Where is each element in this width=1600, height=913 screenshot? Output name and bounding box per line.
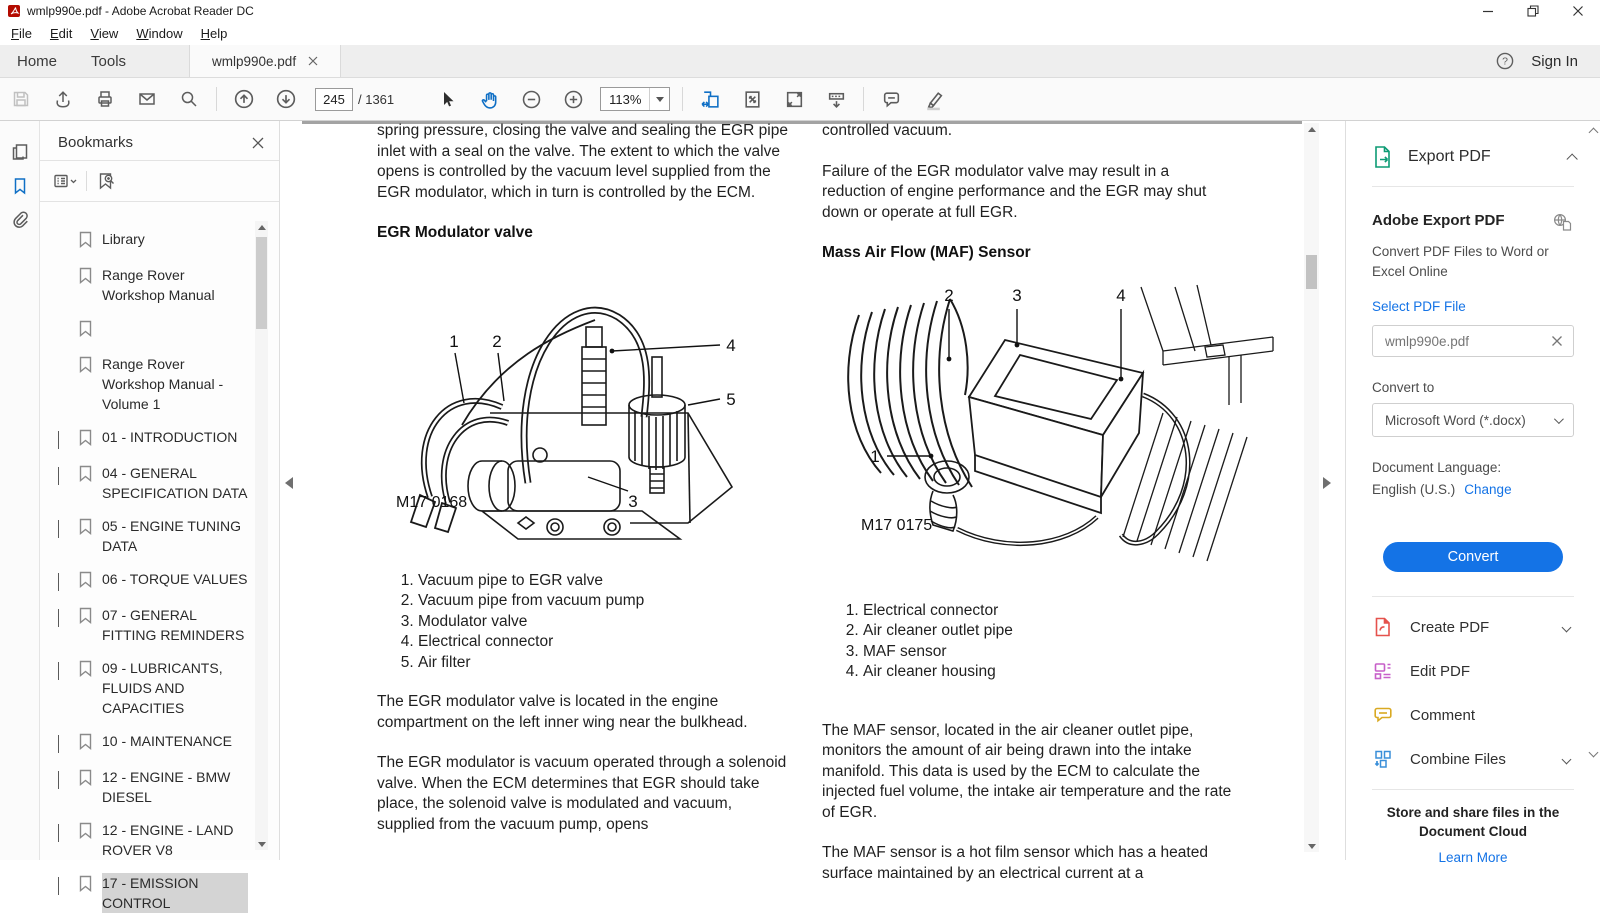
- bookmark-expand-icon[interactable]: [58, 731, 78, 754]
- legend-item: 2. Air cleaner outlet pipe: [863, 621, 1236, 642]
- zoom-level-value: 113%: [609, 91, 642, 107]
- minimize-button[interactable]: [1465, 0, 1510, 22]
- chevron-down-icon[interactable]: [1562, 754, 1572, 764]
- fit-width-icon[interactable]: [693, 83, 727, 115]
- tab-document[interactable]: [189, 45, 341, 77]
- find-current-bookmark-icon[interactable]: [95, 170, 117, 192]
- bookmark-expand-icon[interactable]: [58, 873, 78, 913]
- egr-modulator-valve-diagram: [390, 265, 760, 545]
- sign-in-button[interactable]: Sign In: [1531, 52, 1578, 70]
- window-title: wmlp990e.pdf - Adobe Acrobat Reader DC: [27, 4, 254, 18]
- bookmark-item[interactable]: Library: [58, 229, 280, 252]
- document-language-value: English (U.S.): [1372, 482, 1456, 497]
- page-thumbnails-icon[interactable]: [0, 135, 40, 169]
- bookmark-icon: [78, 605, 102, 645]
- zoom-in-icon[interactable]: [556, 83, 590, 115]
- bookmark-item[interactable]: Range Rover Workshop Manual - Volume 1: [58, 354, 280, 414]
- left-nav-strip: [0, 121, 40, 860]
- bookmark-item[interactable]: 17 - EMISSION CONTROL: [58, 873, 280, 913]
- legend-item: 3. MAF sensor: [863, 642, 1236, 663]
- scroll-up-icon[interactable]: [255, 221, 268, 233]
- bookmark-item[interactable]: 10 - MAINTENANCE: [58, 731, 280, 754]
- bookmark-icon: [78, 318, 102, 341]
- bookmark-expand-icon[interactable]: [58, 516, 78, 556]
- bookmark-expand-icon[interactable]: [58, 605, 78, 645]
- menu-help[interactable]: Help: [200, 26, 228, 41]
- legend-item: 2. Vacuum pipe from vacuum pump: [418, 591, 789, 612]
- section-heading: Mass Air Flow (MAF) Sensor: [822, 244, 1031, 261]
- search-icon[interactable]: [172, 83, 206, 115]
- edit-pdf-icon: [1372, 660, 1394, 682]
- paragraph: spring pressure, closing the valve and sealing the EGR pipe inlet with a seal on the valve. The extent to which the valve opens is controlled by the vacuum level supplied from the EGR modulator, which in turn is controlled by the ECM.: [377, 122, 788, 201]
- bookmark-icon: [78, 229, 102, 252]
- main-toolbar: [0, 78, 1600, 121]
- convert-to-label: Convert to: [1372, 380, 1435, 395]
- selected-file-box[interactable]: [1372, 325, 1574, 357]
- document-language-label: Document Language:: [1372, 460, 1502, 475]
- bookmark-icon: [78, 265, 102, 305]
- scroll-down-icon[interactable]: [255, 838, 268, 850]
- collapse-left-panel-icon[interactable]: [285, 477, 293, 489]
- bookmark-item[interactable]: 04 - GENERAL SPECIFICATION DATA: [58, 463, 280, 503]
- combine-files-button[interactable]: Combine Files: [1372, 737, 1574, 781]
- bookmark-expand-icon[interactable]: [58, 820, 78, 860]
- restore-button[interactable]: [1510, 0, 1555, 22]
- adobe-export-pdf-title: Adobe Export PDF: [1372, 212, 1505, 229]
- callout-number: 2: [492, 331, 502, 351]
- bookmark-icon: [78, 658, 102, 718]
- bookmark-icon: [78, 427, 102, 450]
- scroll-up-icon[interactable]: [1304, 123, 1319, 135]
- bookmark-item[interactable]: 06 - TORQUE VALUES: [58, 569, 280, 592]
- tab-home[interactable]: Home: [17, 52, 58, 70]
- page-column-right: [822, 121, 1236, 904]
- bookmark-options-icon[interactable]: [52, 171, 78, 191]
- figure-egr-modulator: [390, 265, 789, 545]
- tab-bar: [0, 45, 1600, 78]
- svg-text:?: ?: [1502, 55, 1509, 68]
- bookmark-item[interactable]: [58, 318, 280, 341]
- maf-sensor-diagram: [845, 285, 1275, 575]
- paragraph: The MAF sensor is a hot film sensor which has a heated surface maintained by an electrical current at a: [822, 844, 1208, 882]
- paragraph: Failure of the EGR modulator valve may result in a reduction of engine performance and the EGR may shut down or operate at full EGR.: [822, 162, 1207, 221]
- comment-icon: [1372, 704, 1394, 726]
- remove-file-icon[interactable]: [1551, 335, 1563, 347]
- bookmark-item[interactable]: Range Rover Workshop Manual: [58, 265, 280, 305]
- callout-number: 5: [726, 389, 736, 409]
- tab-document-label: wmlp990e.pdf: [212, 53, 297, 69]
- collapse-section-icon[interactable]: [1566, 153, 1577, 164]
- export-description: Convert PDF Files to Word or Excel Online: [1372, 244, 1549, 279]
- legend-item: 5. Air filter: [418, 653, 789, 674]
- legend-item: 4. Electrical connector: [418, 632, 789, 653]
- fullscreen-icon[interactable]: [777, 83, 811, 115]
- bookmark-expand-icon[interactable]: [58, 427, 78, 450]
- page-number-input[interactable]: [315, 88, 353, 111]
- menu-window[interactable]: Window: [136, 26, 183, 41]
- callout-number: 4: [726, 335, 736, 355]
- bookmark-icon: [78, 516, 102, 556]
- figure-legend: [377, 571, 789, 674]
- callout-number: 1: [449, 331, 459, 351]
- bookmark-item[interactable]: 01 - INTRODUCTION: [58, 427, 280, 450]
- help-icon[interactable]: [1495, 51, 1515, 71]
- figure-label: M17 0168: [396, 493, 468, 511]
- convert-button[interactable]: Convert: [1383, 542, 1563, 572]
- bookmark-expand-icon[interactable]: [58, 658, 78, 718]
- export-pdf-header[interactable]: [1372, 145, 1574, 169]
- bookmark-item[interactable]: 09 - LUBRICANTS, FLUIDS AND CAPACITIES: [58, 658, 280, 718]
- menu-edit[interactable]: Edit: [49, 26, 73, 41]
- change-language-link[interactable]: Change: [1464, 482, 1512, 497]
- figure-maf-sensor: [845, 285, 1236, 575]
- tab-close-icon[interactable]: [308, 56, 318, 66]
- bookmark-icon: [78, 354, 102, 414]
- callout-number: 3: [628, 491, 638, 511]
- legend-item: 1. Vacuum pipe to EGR valve: [418, 571, 789, 592]
- document-scrollbar[interactable]: [1304, 123, 1319, 852]
- print-icon[interactable]: [88, 83, 122, 115]
- convert-format-value: Microsoft Word (*.docx): [1385, 412, 1526, 428]
- page-total-label: / 1361: [358, 91, 395, 107]
- menu-bar: [0, 22, 1600, 45]
- bookmarks-close-icon[interactable]: [251, 136, 265, 150]
- legend-item: 3. Modulator valve: [418, 612, 789, 633]
- create-pdf-icon: [1372, 616, 1394, 638]
- callout-number: 2: [944, 285, 954, 305]
- page-column-left: [377, 121, 789, 855]
- tools-panel: [1345, 121, 1600, 865]
- zoom-out-icon[interactable]: [514, 83, 548, 115]
- legend-item: 4. Air cleaner housing: [863, 662, 1236, 683]
- comment-tool-icon[interactable]: [874, 83, 908, 115]
- bookmark-icon: [78, 463, 102, 503]
- close-button[interactable]: [1555, 0, 1600, 22]
- document-cloud-text: Store and share files in the Document Cloud: [1386, 805, 1560, 839]
- menu-view[interactable]: View: [90, 26, 119, 41]
- share-icon[interactable]: [46, 83, 80, 115]
- attachments-icon[interactable]: [0, 203, 40, 237]
- scroll-down-icon[interactable]: [1304, 840, 1319, 852]
- export-pdf-label: Export PDF: [1408, 148, 1491, 165]
- bookmark-icon: [78, 569, 102, 592]
- zoom-caret-icon[interactable]: [649, 88, 669, 110]
- title-bar: [0, 0, 1600, 22]
- zoom-level-dropdown[interactable]: [600, 87, 670, 111]
- bookmark-item[interactable]: 12 - ENGINE - BMW DIESEL: [58, 767, 280, 807]
- learn-more-link[interactable]: Learn More: [1438, 850, 1508, 865]
- chevron-down-icon: [1554, 414, 1564, 424]
- highlighter-tool-icon[interactable]: [916, 83, 950, 115]
- bookmark-expand-icon[interactable]: [58, 767, 78, 807]
- bookmark-item[interactable]: 05 - ENGINE TUNING DATA: [58, 516, 280, 556]
- callout-number: 1: [870, 446, 880, 466]
- previous-page-icon[interactable]: [227, 83, 261, 115]
- bookmarks-panel-icon[interactable]: [0, 169, 40, 203]
- bookmark-expand-icon[interactable]: [58, 569, 78, 592]
- bookmarks-panel: [40, 121, 280, 911]
- bookmark-icon: [78, 731, 102, 754]
- next-page-icon[interactable]: [269, 83, 303, 115]
- fit-page-icon[interactable]: [735, 83, 769, 115]
- bookmark-item[interactable]: 12 - ENGINE - LAND ROVER V8: [58, 820, 280, 860]
- bookmarks-scrollbar[interactable]: [255, 221, 268, 850]
- paragraph: The EGR modulator is vacuum operated through a solenoid valve. When the ECM determines that EGR should take place, the solenoid valve is modulated and vacuum, supplied from the vacuum pump, opens: [377, 754, 787, 833]
- bookmarks-panel-title: Bookmarks: [58, 134, 134, 151]
- select-tool-icon[interactable]: [430, 83, 464, 115]
- bookmark-icon: [78, 873, 102, 913]
- bookmarks-list: [40, 213, 280, 911]
- edit-pdf-button[interactable]: Edit PDF: [1372, 649, 1574, 693]
- document-page: [280, 121, 1345, 882]
- select-pdf-file-link[interactable]: Select PDF File: [1372, 299, 1466, 314]
- export-online-icon: [1552, 212, 1574, 232]
- bookmark-icon: [78, 820, 102, 860]
- hand-tool-icon[interactable]: [472, 83, 506, 115]
- legend-item: 1. Electrical connector: [863, 601, 1236, 622]
- create-pdf-button[interactable]: Create PDF: [1372, 605, 1574, 649]
- main-area: [0, 121, 1600, 911]
- convert-format-dropdown[interactable]: [1372, 403, 1574, 437]
- paragraph: The MAF sensor, located in the air cleaner outlet pipe, monitors the amount of air being drawn into the intake manifold. This data is used by the ECM to calculate the injected fuel volume, the intake air temperature and the rate of EGR.: [822, 721, 1232, 821]
- document-scrollbar-thumb[interactable]: [1306, 255, 1317, 289]
- callout-number: 3: [1012, 285, 1022, 305]
- callout-number: 4: [1116, 285, 1126, 305]
- figure-legend: [822, 601, 1236, 683]
- tab-tools[interactable]: Tools: [91, 52, 127, 70]
- bookmarks-scrollbar-thumb[interactable]: [256, 237, 267, 329]
- export-pdf-icon: [1372, 145, 1394, 169]
- comment-button[interactable]: Comment: [1372, 693, 1574, 737]
- combine-files-icon: [1372, 748, 1394, 770]
- selected-file-name: wmlp990e.pdf: [1385, 333, 1470, 349]
- save-icon[interactable]: [4, 83, 38, 115]
- chevron-down-icon[interactable]: [1562, 622, 1572, 632]
- bookmark-icon: [78, 767, 102, 807]
- menu-file[interactable]: File: [11, 26, 32, 41]
- paragraph: The EGR modulator valve is located in the engine compartment on the left inner wing near the bulkhead.: [377, 693, 748, 731]
- email-icon[interactable]: [130, 83, 164, 115]
- collapse-right-panel-icon[interactable]: [1323, 477, 1331, 489]
- acrobat-app-icon: [7, 4, 21, 18]
- figure-label: M17 0175: [861, 516, 933, 534]
- presentation-mode-icon[interactable]: [819, 83, 853, 115]
- section-heading: EGR Modulator valve: [377, 224, 533, 241]
- panel-scroll-up-icon[interactable]: [1589, 128, 1599, 138]
- bookmark-expand-icon[interactable]: [58, 463, 78, 503]
- bookmark-item[interactable]: 07 - GENERAL FITTING REMINDERS: [58, 605, 280, 645]
- paragraph: controlled vacuum.: [822, 122, 953, 139]
